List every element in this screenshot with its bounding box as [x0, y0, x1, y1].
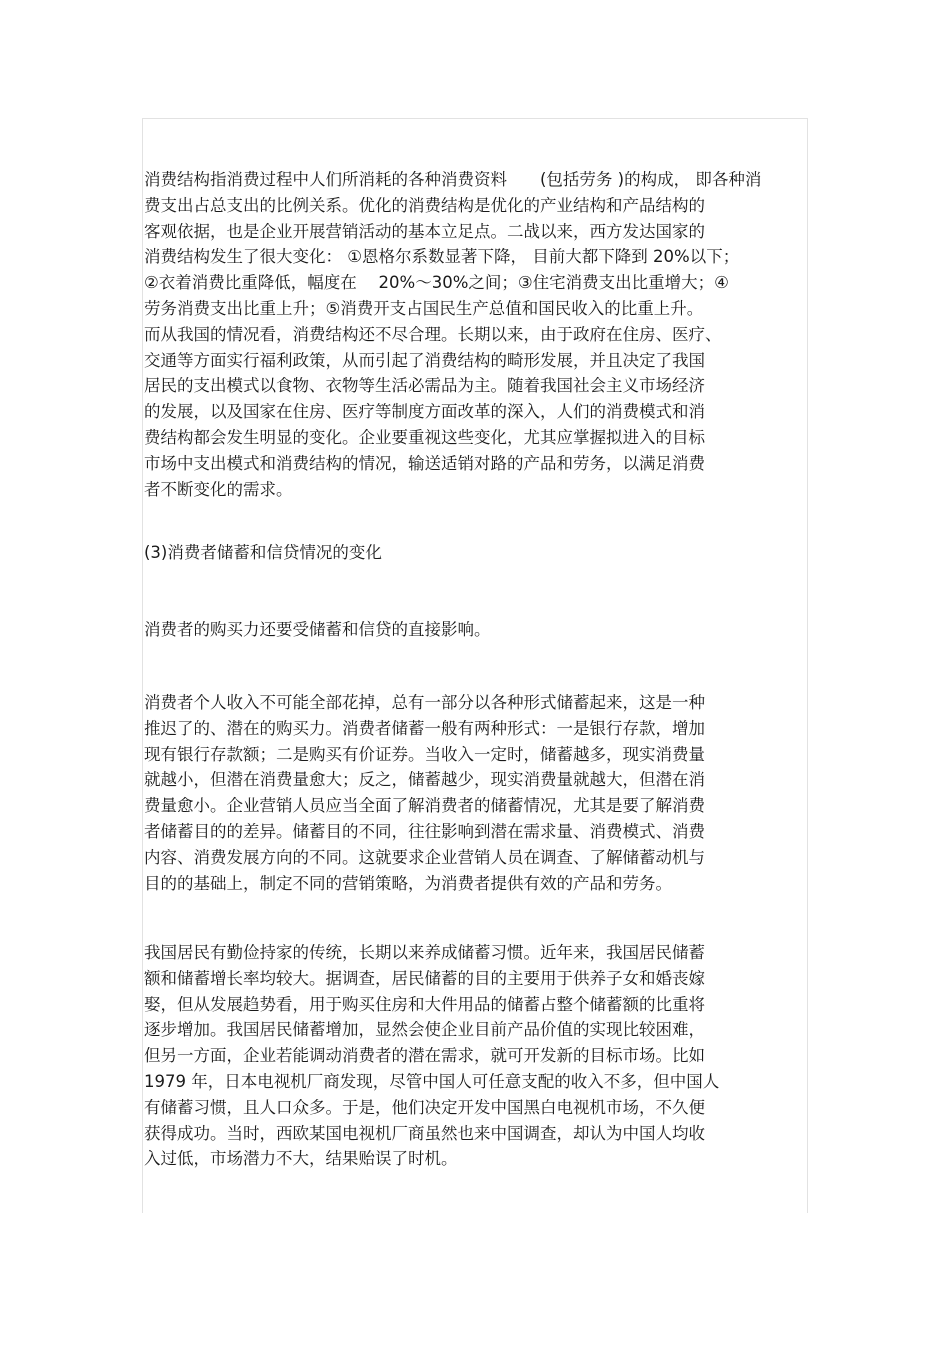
text-line: 消费者的购买力还要受储蓄和信贷的直接影响。: [144, 620, 491, 639]
text-line: 客观依据，也是企业开展营销活动的基本立足点。二战以来，西方发达国家的: [144, 221, 705, 241]
text-line: 推迟了的、潜在的购买力。消费者储蓄一般有两种形式：一是银行存款，增加: [144, 718, 705, 738]
text-line: 市场中支出模式和消费结构的情况，输送适销对路的产品和劳务，以满足消费: [144, 453, 705, 473]
text-line: 内容、消费发展方向的不同。这就要求企业营销人员在调查、了解储蓄动机与: [144, 847, 705, 867]
text-line: 费支出占总支出的比例关系。优化的消费结构是优化的产业结构和产品结构的: [144, 195, 705, 215]
paragraph-consumption-structure: [144, 167, 806, 502]
text-line: 有储蓄习惯，且人口众多。于是，他们决定开发中国黑白电视机市场，不久便: [144, 1097, 705, 1117]
text-line: 目的的基础上，制定不同的营销策略，为消费者提供有效的产品和劳务。: [144, 873, 672, 893]
text-line: 额和储蓄增长率均较大。据调查，居民储蓄的目的主要用于供养子女和婚丧嫁: [144, 968, 705, 988]
paragraph-chinese-savings: [144, 940, 806, 1172]
text-line: 费量愈小。企业营销人员应当全面了解消费者的储蓄情况，尤其是要了解消费: [144, 796, 705, 816]
text-line: 现有银行存款额；二是购买有价证券。当收入一定时，储蓄越多，现实消费量: [144, 744, 705, 764]
text-line: ②衣着消费比重降低，幅度在 20%～30%之间；③住宅消费支出比重增大；④: [144, 273, 729, 293]
text-line: 消费结构指消费过程中人们所消耗的各种消费资料 (包括劳务 )的构成， 即各种消: [144, 170, 762, 189]
text-line: 劳务消费支出比重上升；⑤消费开支占国民生产总值和国民收入的比重上升。: [144, 298, 704, 318]
section-heading: [144, 540, 806, 566]
paragraph-personal-savings: [144, 690, 806, 896]
text-line: 入过低，市场潜力不大，结果贻误了时机。: [144, 1149, 458, 1169]
text-line: 我国居民有勤俭持家的传统，长期以来养成储蓄习惯。近年来，我国居民储蓄: [144, 943, 705, 962]
text-line: 交通等方面实行福利政策，从而引起了消费结构的畸形发展，并且决定了我国: [144, 350, 705, 370]
text-line: 居民的支出模式以食物、衣物等生活必需品为主。随着我国社会主义市场经济: [144, 376, 705, 396]
heading-text: (3)消费者储蓄和信贷情况的变化: [144, 543, 382, 562]
text-line: 的发展，以及国家在住房、医疗等制度方面改革的深入，人们的消费模式和消: [144, 402, 705, 422]
text-line: 者不断变化的需求。: [144, 479, 293, 499]
text-line: 者储蓄目的的差异。储蓄目的不同，往往影响到潜在需求量、消费模式、消费: [144, 821, 705, 841]
text-line: 费结构都会发生明显的变化。企业要重视这些变化，尤其应掌握拟进入的目标: [144, 427, 705, 447]
text-line: 逐步增加。我国居民储蓄增加，显然会使企业目前产品价值的实现比较困难，: [144, 1020, 705, 1040]
paragraph-purchasing-power: [144, 617, 806, 643]
text-line: 就越小，但潜在消费量愈大；反之，储蓄越少，现实消费量就越大，但潜在消: [144, 770, 705, 790]
text-line: 1979 年，日本电视机厂商发现，尽管中国人可任意支配的收入不多，但中国人: [144, 1071, 720, 1091]
text-line: 但另一方面，企业若能调动消费者的潜在需求，就可开发新的目标市场。比如: [144, 1046, 705, 1066]
text-line: 而从我国的情况看，消费结构还不尽合理。长期以来，由于政府在住房、医疗、: [144, 324, 722, 344]
text-line: 消费者个人收入不可能全部花掉，总有一部分以各种形式储蓄起来，这是一种: [144, 693, 705, 712]
text-line: 娶，但从发展趋势看，用于购买住房和大件用品的储蓄占整个储蓄额的比重将: [144, 994, 705, 1014]
text-line: 获得成功。当时，西欧某国电视机厂商虽然也来中国调查，却认为中国人均收: [144, 1123, 705, 1143]
text-line: 消费结构发生了很大变化： ①恩格尔系数显著下降， 目前大都下降到 20%以下；: [144, 247, 740, 267]
